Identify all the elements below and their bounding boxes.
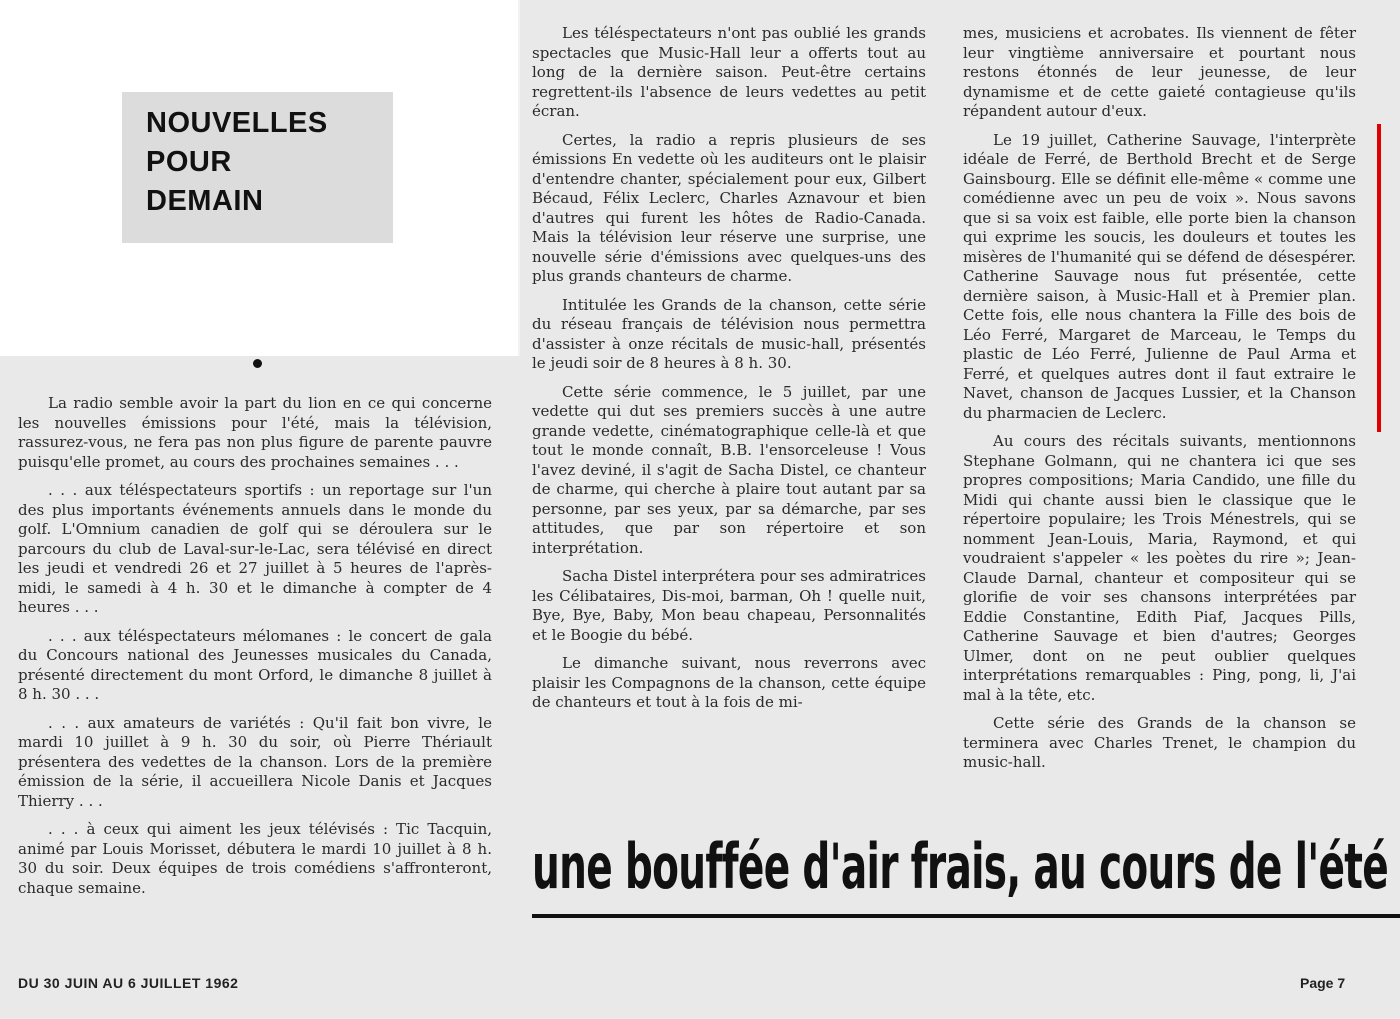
- paragraph: Sacha Distel interprétera pour ses admiratrices les Célibataires, Dis-moi, barman, Oh ! quelle nuit, Bye, Bye, Baby, Mon beau chapeau, Personnalités et le Boogie du bébé.: [532, 567, 926, 644]
- paragraph: . . . à ceux qui aiment les jeux télévisés : Tic Tacquin, animé par Louis Morisset, débutera le mardi 10 juillet à 8 h. 30 du soir. Deux équipes de trois comédiens s'affronteront, chaque semaine.: [18, 820, 492, 897]
- bullet-dot: [253, 359, 262, 368]
- article-column-2: [532, 24, 926, 722]
- paragraph: Cette série commence, le 5 juillet, par une vedette qui dut ses premiers succès à une autre grande vedette, cinématographique celle-là et que tout le monde connaît, B.B. l'ensorceleuse ! Vous l'avez deviné, il s'agit de Sacha Distel, ce chanteur de charme, qui cherche à plaire tout autant par sa personne, par ses yeux, par sa démarche, par ses attitudes, que par son répertoire et son interprétation.: [532, 382, 926, 557]
- horizontal-rule: [532, 914, 1400, 918]
- paragraph: . . . aux téléspectateurs mélomanes : le concert de gala du Concours national des Jeunesses musicales du Canada, présenté directement du mont Orford, le dimanche 8 juillet à 8 h. 30 . . .: [18, 626, 492, 703]
- article-column-3: [963, 24, 1356, 782]
- paragraph: . . . aux amateurs de variétés : Qu'il fait bon vivre, le mardi 10 juillet à 9 h. 30 du soir, où Pierre Thériault présentera des vedettes de la chanson. Lors de la première émission de la série, il accueillera Nicole Danis et Jacques Thierry . . .: [18, 713, 492, 810]
- red-margin-bar: [1377, 124, 1381, 432]
- paragraph: Intitulée les Grands de la chanson, cette série du réseau français de télévision nous permettra d'assister à onze récitals de music-hall, présentés le jeudi soir de 8 heures à 8 h. 30.: [532, 295, 926, 372]
- paragraph: Le dimanche suivant, nous reverrons avec plaisir les Compagnons de la chanson, cette équipe de chanteurs et tout à la fois de mi-: [532, 654, 926, 711]
- paragraph: . . . aux téléspectateurs sportifs : un reportage sur l'un des plus importants événements annuels dans le monde du golf. L'Omnium canadien de golf qui se déroulera sur le parcours du club de Laval-sur-le-Lac, sera télévisé en direct les jeudi et vendredi 26 et 27 juillet à 5 heures de l'après-midi, le samedi à 4 h. 30 et le dimanche à compter de 4 heures . . .: [18, 481, 492, 616]
- section-title-box: [122, 92, 393, 243]
- paragraph: Au cours des récitals suivants, mentionnons Stephane Golmann, qui ne chantera ici que ses propres compositions; Maria Candido, une fille du Midi qui chante aussi bien le classique que le répertoire populaire; les Trois Ménestrels, qui se nomment Jean-Louis, Maria, Raymond, et qui voudraient s'appeler « les poètes du rire »; Jean-Claude Darnal, chanteur et compositeur qui se glorifie de voir ses chansons interprétées par Eddie Constantine, Edith Piaf, Jacques Pills, Catherine Sauvage et bien d'autres; Georges Ulmer, dont on ne peut oublier quelques interprétations remarquables : Ping, pong, li, J'ai mal à la tête, etc.: [963, 432, 1356, 704]
- paragraph: Certes, la radio a repris plusieurs de ses émissions En vedette où les auditeurs ont le plaisir d'entendre chanter, spécialement pour eux, Gilbert Bécaud, Félix Leclerc, Charles Aznavour et bien d'autres qui furent les hôtes de Radio-Canada. Mais la télévision leur réserve une surprise, une nouvelle série d'émissions avec quelques-uns des plus grands chanteurs de charme.: [532, 130, 926, 285]
- page-number: Page 7: [1300, 975, 1346, 991]
- paragraph: La radio semble avoir la part du lion en ce qui concerne les nouvelles émissions pour l'été, mais la télévision, rassurez-vous, ne fera pas non plus figure de parente pauvre puisqu'elle promet, au cours des prochaines semaines . . .: [18, 394, 492, 471]
- title-line-1: NOUVELLES: [146, 107, 328, 139]
- article-column-1: [18, 394, 492, 907]
- title-line-3: DEMAIN: [146, 185, 264, 217]
- gutter-divider: [518, 0, 520, 356]
- paragraph: Le 19 juillet, Catherine Sauvage, l'interprète idéale de Ferré, de Berthold Brecht et de Serge Gainsbourg. Elle se définit elle-même « comme une comédienne avec un peu de voix ». Nous savons que si sa voix est faible, elle porte bien la chanson qui exprime les soucis, les douleurs et toutes les misères de l'humanité qui se défend de désespérer. Catherine Sauvage nous fut présentée, cette dernière saison, à Music-Hall et à Premier plan. Cette fois, elle nous chantera la Fille des bois de Léo Ferré, Margaret de Marceau, le Temps du plastic de Léo Ferré, Julienne de Paul Arma et Ferré, et quelques autres dont il faut extraire le Navet, chanson de Jacques Lussier, et la Chanson du pharmacien de Leclerc.: [963, 130, 1356, 422]
- footer-date: DU 30 JUIN AU 6 JUILLET 1962: [18, 975, 239, 991]
- paragraph: Les téléspectateurs n'ont pas oublié les grands spectacles que Music-Hall leur a offerts tout au long de la dernière saison. Peut-être certains regrettent-ils l'absence de leurs vedettes au petit écran.: [532, 24, 926, 120]
- paragraph: mes, musiciens et acrobates. Ils viennent de fêter leur vingtième anniversaire et pourtant nous restons étonnés de leur jeunesse, de leur dynamisme et de cette gaieté contagieuse qu'ils répandent autour d'eux.: [963, 24, 1356, 120]
- headline: une bouffée d'air frais, au cours de l'été: [532, 830, 1389, 903]
- paragraph: Cette série des Grands de la chanson se terminera avec Charles Trenet, le champion du music-hall.: [963, 714, 1356, 771]
- title-line-2: POUR: [146, 146, 232, 178]
